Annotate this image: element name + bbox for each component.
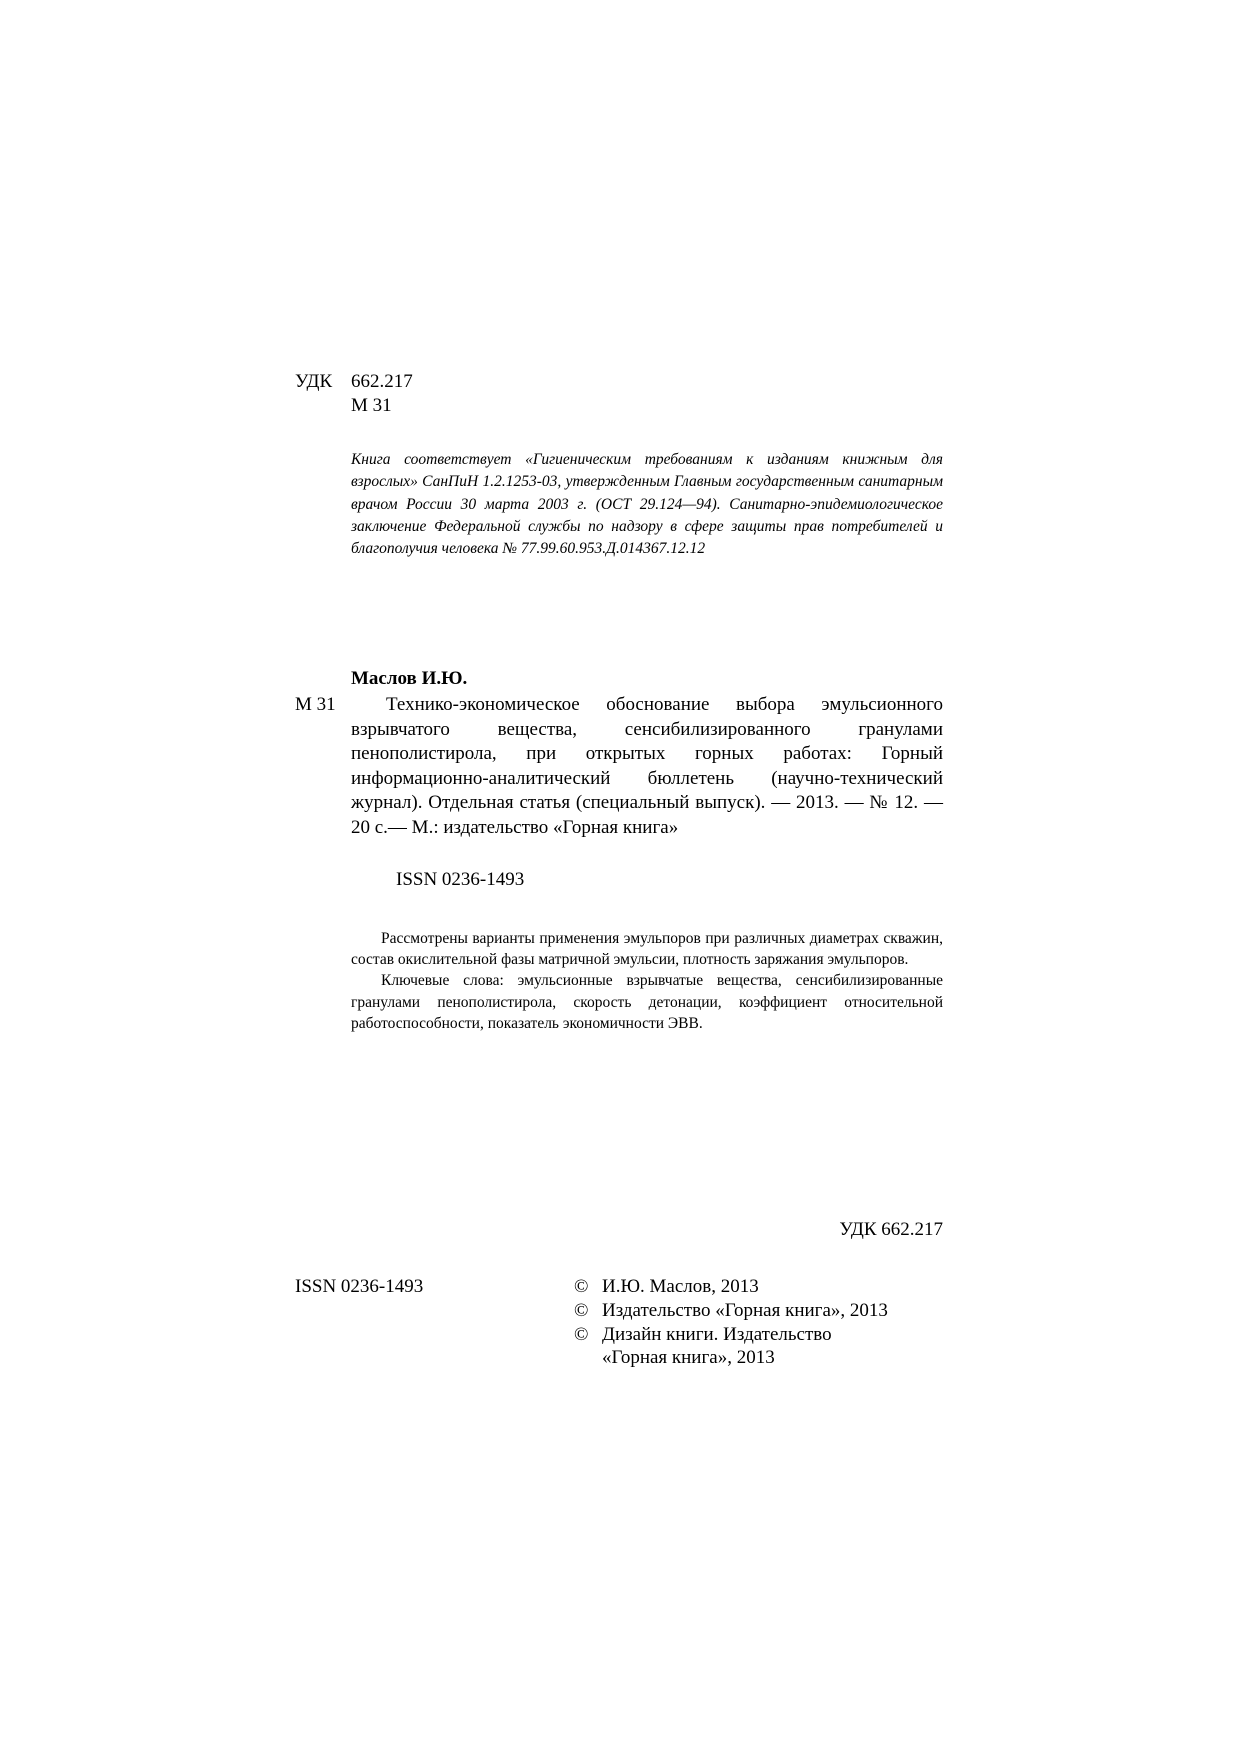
copyright-line <box>574 1323 888 1347</box>
copyright-text: Издательство «Горная книга», 2013 <box>602 1299 888 1321</box>
copyright-text: Дизайн книги. Издательство <box>602 1323 832 1345</box>
udk-label: УДК <box>295 371 333 392</box>
issn-number: ISSN 0236-1493 <box>396 869 525 890</box>
copyright-icon: © <box>574 1299 589 1321</box>
abstract-keywords: Ключевые слова: эмульсионные взрывчатые вещества, сенсибилизированные гранулами пенополистирола, скорость детонации, коэффициент относительной работоспособности, показатель экономичности ЭВВ. <box>351 972 943 1032</box>
udk-bottom: УДК 662.217 <box>839 1219 943 1240</box>
copyright-line <box>574 1299 888 1323</box>
author-sign: М 31 <box>351 395 392 416</box>
bibliography-sign: М 31 <box>295 694 336 715</box>
copyright-line-continuation: «Горная книга», 2013 <box>602 1347 775 1369</box>
copyright-icon: © <box>574 1323 589 1345</box>
hygiene-notice: Книга соответствует «Гигиеническим требованиям к изданиям книжным для взрослых» СанПиН 1.2.1253-03, утвержденным Главным государственным санитарным врачом России 30 марта 2003 г. (ОСТ 29.124—94). Санитарно-эпидемиологическое заключение Федеральной службы по надзору в сфере защиты прав потребителей и благополучия человека № 77.99.60.953.Д.014367.12.12 <box>351 451 943 558</box>
udk-code: 662.217 <box>351 371 413 392</box>
bibliography-description: Технико-экономическое обоснование выбора эмульсионного взрывчатого вещества, сенсибилизированного гранулами пенополистирола, при открытых горных работах: Горный информационно-аналитический бюллетень (научно-технический журнал). Отдельная статья (специальный выпуск). — 2013. — № 12. — 20 с.— М.: издательство «Горная книга» <box>351 694 943 838</box>
abstract-summary: Рассмотрены варианты применения эмульпоров при различных диаметрах скважин, состав окислительной фазы матричной эмульсии, плотность заряжания эмульпоров. <box>351 930 943 969</box>
abstract <box>351 928 943 1034</box>
issn-bottom: ISSN 0236-1493 <box>295 1276 424 1297</box>
author-name: Маслов И.Ю. <box>351 668 468 689</box>
copyright-text: И.Ю. Маслов, 2013 <box>602 1276 759 1297</box>
copyright-icon: © <box>574 1276 589 1297</box>
copyright-block <box>574 1275 888 1370</box>
copyright-line <box>574 1275 888 1299</box>
